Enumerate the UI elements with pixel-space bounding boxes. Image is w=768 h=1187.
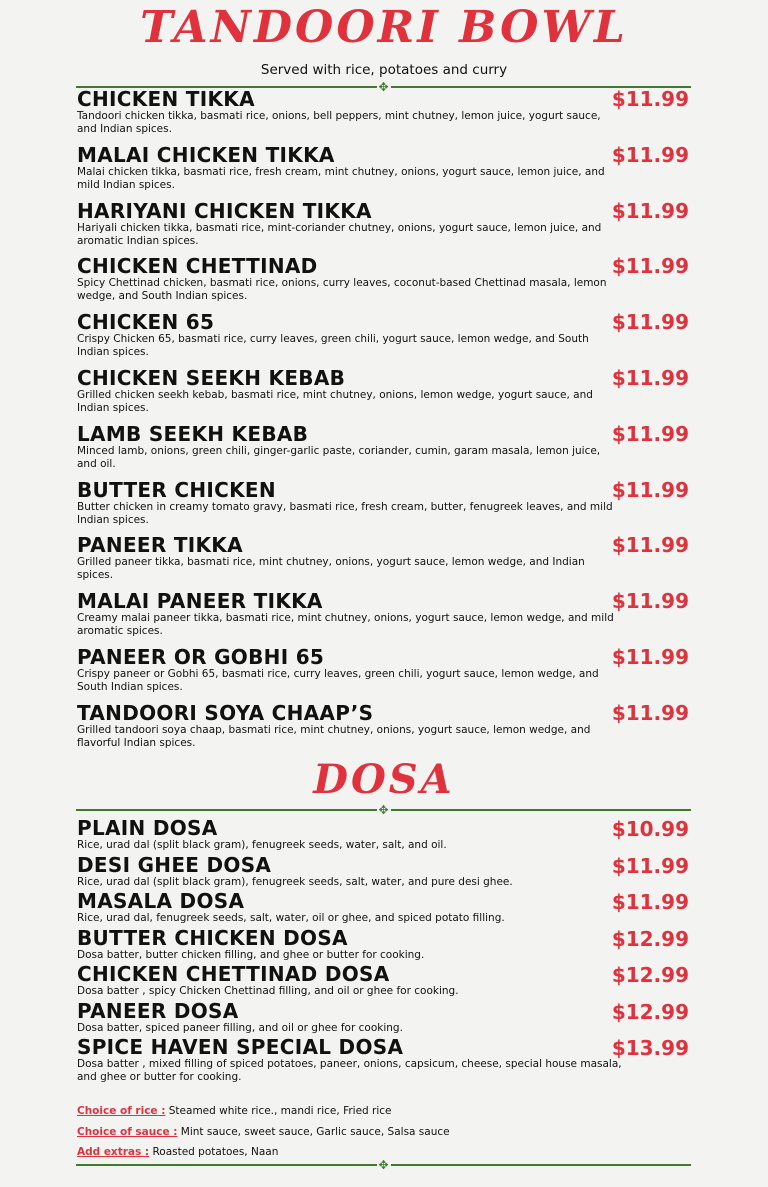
item-price: $12.99 <box>611 963 689 987</box>
item-description: Creamy malai paneer tikka, basmati rice, mint chutney, onions, yogurt sauce, lemon wedge, and mild aromatic spices. <box>77 612 614 638</box>
option-text: Steamed white rice., mandi rice, Fried rice <box>168 1105 392 1117</box>
menu-item <box>77 367 689 423</box>
item-price: $11.99 <box>611 589 689 614</box>
item-name: CHICKEN TIKKA <box>77 87 255 111</box>
item-description: Malai chicken tikka, basmati rice, fresh cream, mint chutney, onions, yogurt sauce, lemon juice, and mild Indian spices. <box>77 165 605 191</box>
item-name: CHICKEN 65 <box>77 310 215 335</box>
menu-list-tandoori <box>77 88 689 758</box>
item-name: TANDOORI SOYA CHAAP’S <box>77 700 374 725</box>
item-description: Dosa batter , spicy Chicken Chettinad filling, and oil or ghee for cooking. <box>77 985 459 997</box>
item-price: $11.99 <box>611 477 689 502</box>
item-description: Spicy Chettinad chicken, basmati rice, onions, curry leaves, coconut-based Chettinad masala, lemon wedge, and South Indian spices. <box>77 277 607 303</box>
item-price: $11.99 <box>611 198 689 223</box>
menu-item <box>77 534 689 590</box>
item-price: $11.99 <box>611 700 689 725</box>
item-name: DESI GHEE DOSA <box>77 852 272 877</box>
item-price: $12.99 <box>611 999 689 1024</box>
item-price: $11.99 <box>611 421 689 446</box>
item-name: MALAI PANEER TIKKA <box>77 589 323 614</box>
item-price: $11.99 <box>611 365 689 390</box>
item-price: $11.99 <box>611 142 689 167</box>
item-name: CHICKEN CHETTINAD DOSA <box>77 962 390 986</box>
option-row <box>77 1101 689 1122</box>
item-price: $11.99 <box>611 853 689 878</box>
item-name: BUTTER CHICKEN DOSA <box>77 925 348 950</box>
fleuron-icon: ✥ <box>378 1158 389 1172</box>
item-price: $11.99 <box>611 644 689 669</box>
menu-item <box>77 964 689 1001</box>
menu-item <box>77 200 689 256</box>
section-title-tandoori: TANDOORI BOWL <box>140 2 628 53</box>
item-description: Hariyali chicken tikka, basmati rice, mint-coriander chutney, onions, yogurt sauce, lemon juice, and aromatic Indian spices. <box>77 221 602 247</box>
item-description: Crispy Chicken 65, basmati rice, curry leaves, green chili, yogurt sauce, lemon wedge, and South Indian spices. <box>77 333 589 359</box>
item-price: $11.99 <box>611 533 689 558</box>
section-title-dosa: DOSA <box>313 756 455 803</box>
menu-item <box>77 646 689 702</box>
item-price: $11.99 <box>611 254 689 279</box>
item-description: Dosa batter, butter chicken filling, and ghee or butter for cooking. <box>77 948 425 961</box>
option-text: Roasted potatoes, Naan <box>152 1146 279 1158</box>
dosa-options <box>77 1101 689 1163</box>
item-description: Grilled paneer tikka, basmati rice, mint chutney, onions, yogurt sauce, lemon wedge, and Indian spices. <box>77 556 585 582</box>
item-name: BUTTER CHICKEN <box>77 477 276 502</box>
item-name: CHICKEN SEEKH KEBAB <box>77 365 346 390</box>
menu-list-dosa <box>77 818 689 1085</box>
item-description: Dosa batter, spiced paneer filling, and oil or ghee for cooking. <box>77 1021 403 1034</box>
menu-item <box>77 590 689 646</box>
section-subtitle: Served with rice, potatoes and curry <box>260 62 508 78</box>
item-name: PANEER DOSA <box>77 998 239 1023</box>
item-name: PANEER TIKKA <box>77 533 243 558</box>
fleuron-icon: ✥ <box>378 80 389 94</box>
menu-item <box>77 423 689 479</box>
menu-item <box>77 818 689 855</box>
menu-item <box>77 88 689 144</box>
item-description: Tandoori chicken tikka, basmati rice, onions, bell peppers, mint chutney, lemon juice, yogurt sauce, and Indian spices. <box>77 110 601 135</box>
option-label: Add extras : <box>77 1146 150 1158</box>
item-description: Dosa batter , mixed filling of spiced potatoes, paneer, onions, capsicum, cheese, special house masala, and ghee or butter for cooking. <box>77 1058 622 1083</box>
item-name: MALAI CHICKEN TIKKA <box>77 142 335 167</box>
option-label: Choice of rice : <box>77 1105 166 1117</box>
item-name: PLAIN DOSA <box>77 816 218 840</box>
item-price: $11.99 <box>611 87 689 111</box>
option-row <box>77 1122 689 1143</box>
item-price: $12.99 <box>611 926 689 951</box>
menu-item <box>77 852 689 892</box>
menu-item <box>77 702 689 758</box>
option-label: Choice of sauce : <box>77 1125 178 1138</box>
item-description: Minced lamb, onions, green chili, ginger-garlic paste, coriander, cumin, garam masala, lemon juice, and oil. <box>77 444 601 470</box>
menu-item <box>77 891 689 928</box>
menu-item <box>77 311 689 367</box>
item-name: MASALA DOSA <box>77 889 245 913</box>
item-name: SPICE HAVEN SPECIAL DOSA <box>77 1035 404 1059</box>
menu-item <box>77 479 689 535</box>
item-description: Butter chicken in creamy tomato gravy, basmati rice, fresh cream, butter, fenugreek leaves, and mild Indian spices. <box>77 500 613 526</box>
section-divider <box>76 1158 691 1172</box>
fleuron-icon: ✥ <box>378 803 389 817</box>
item-price: $13.99 <box>611 1036 689 1060</box>
item-description: Crispy paneer or Gobhi 65, basmati rice, curry leaves, green chili, yogurt sauce, lemon wedge, and South Indian spices. <box>77 667 599 693</box>
item-price: $10.99 <box>611 817 689 841</box>
item-description: Rice, urad dal, fenugreek seeds, salt, water, oil or ghee, and spiced potato filling. <box>77 912 505 924</box>
item-name: PANEER OR GOBHI 65 <box>77 644 325 669</box>
item-description: Grilled chicken seekh kebab, basmati rice, mint chutney, onions, lemon wedge, yogurt sauce, and Indian spices. <box>77 388 593 414</box>
section-divider <box>76 803 691 817</box>
menu-item <box>77 925 689 965</box>
item-description: Rice, urad dal (split black gram), fenugreek seeds, salt, water, and pure desi ghee. <box>77 875 513 888</box>
menu-item <box>77 1037 689 1085</box>
item-price: $11.99 <box>611 890 689 914</box>
menu-item <box>77 998 689 1038</box>
option-text: Mint sauce, sweet sauce, Garlic sauce, Salsa sauce <box>180 1125 450 1138</box>
item-name: LAMB SEEKH KEBAB <box>77 421 309 446</box>
menu-item <box>77 255 689 311</box>
item-name: HARIYANI CHICKEN TIKKA <box>77 198 372 223</box>
item-description: Grilled tandoori soya chaap, basmati rice, mint chutney, onions, yogurt sauce, lemon wedge, and flavorful Indian spices. <box>77 723 591 749</box>
item-description: Rice, urad dal (split black gram), fenugreek seeds, water, salt, and oil. <box>77 839 447 851</box>
item-name: CHICKEN CHETTINAD <box>77 254 318 279</box>
menu-item <box>77 144 689 200</box>
item-price: $11.99 <box>611 310 689 335</box>
